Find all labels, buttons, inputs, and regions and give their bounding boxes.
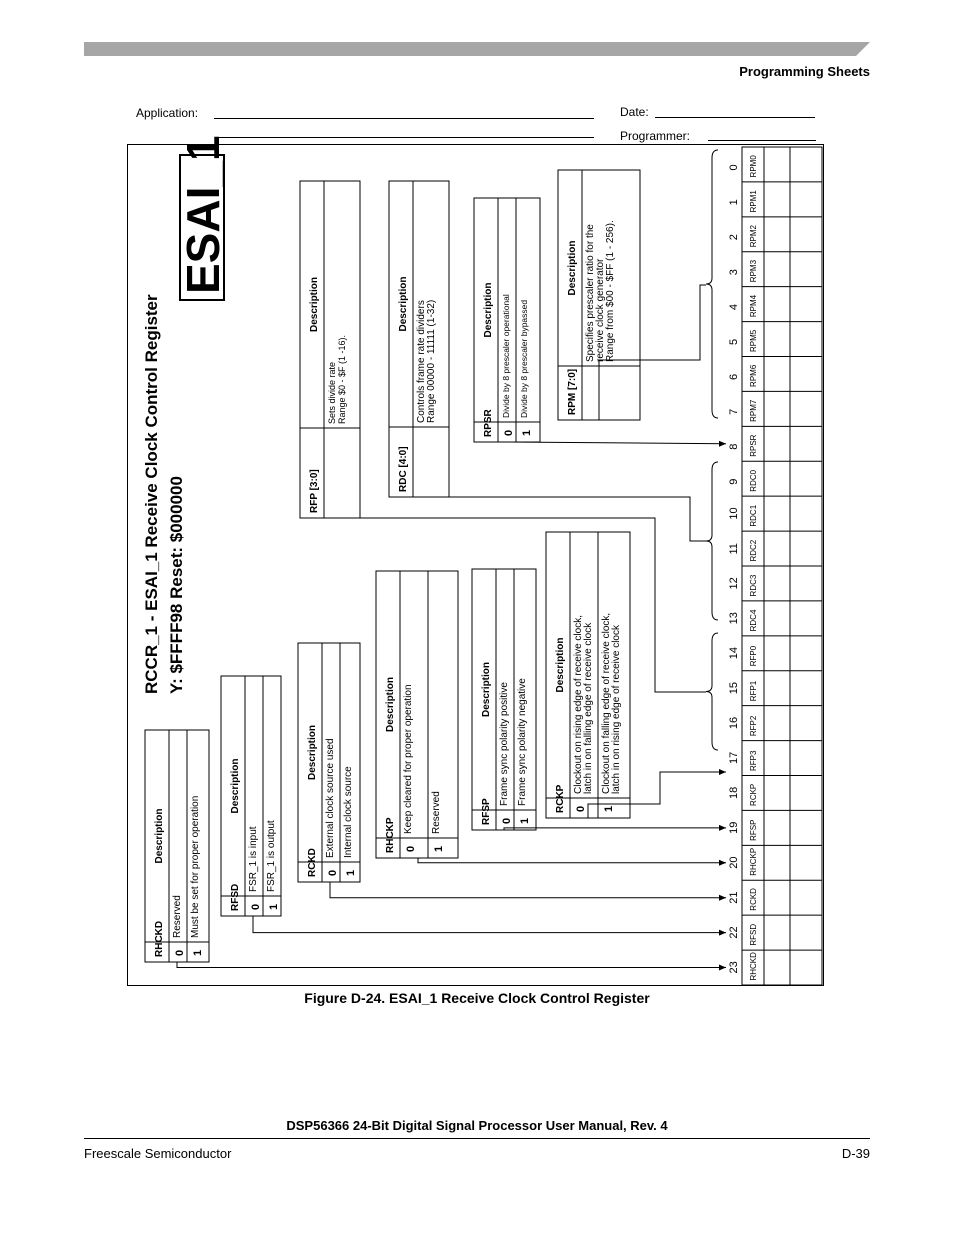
rfp-description-table: [300, 181, 360, 518]
bit-name: RPSR: [749, 434, 758, 457]
field-brace: [706, 462, 718, 620]
bit-number: 13: [728, 612, 740, 625]
bit-number: 23: [728, 961, 740, 974]
rckp-description-text: Clockout on falling edge of receive clock,: [601, 612, 612, 794]
field-braces: [706, 150, 718, 750]
rckp-description-text: latch in on rising edge of receive clock: [611, 625, 622, 794]
page-number: D-39: [841, 1146, 870, 1161]
bit-name: RFP0: [749, 645, 758, 667]
rpm-description-text: Specifies prescaler ratio for the: [585, 224, 596, 362]
rfsd-value-1: 1: [268, 903, 280, 910]
rfsd-value-0: 0: [250, 903, 262, 910]
bit-number: 6: [728, 373, 740, 380]
rckp-description-text: latch in on falling edge of receive clock: [583, 622, 594, 794]
register-title: RCCR_1 - ESAI_1 Receive Clock Control Register: [142, 294, 161, 694]
bit-name: RPM7: [749, 399, 758, 422]
bit-name: RDC4: [749, 609, 758, 632]
bit-name: RPM0: [749, 155, 758, 178]
rhckp-description-text: Keep cleared for proper operation: [403, 684, 414, 834]
manual-title: DSP56366 24-Bit Digital Signal Processor User Manual, Rev. 4: [286, 1118, 668, 1133]
bit-number: 16: [728, 716, 740, 730]
rhckd-description-text: Reserved: [172, 895, 183, 938]
connector-arrow: [719, 825, 726, 831]
bit-name: RFP3: [749, 750, 758, 772]
rpsr-description-table: [474, 198, 540, 442]
esai-badge: [177, 135, 229, 300]
bit-number: 3: [728, 269, 740, 276]
rckd-description-header: Description: [307, 724, 318, 781]
connector-line: [330, 882, 726, 898]
rfsp-description-text: Frame sync polarity positive: [499, 682, 510, 806]
bit-name: RDC3: [749, 574, 758, 597]
bit-name: RPM3: [749, 259, 758, 283]
bit-name: RDC1: [749, 504, 758, 527]
connector-arrow: [719, 441, 726, 447]
bit-name: RPM4: [749, 294, 758, 318]
rfp-field-label: RFP [3:0]: [309, 469, 320, 513]
rhckd-description-header: Description: [154, 808, 165, 864]
connector-arrow: [719, 895, 726, 901]
rpm-field-label: RPM [7:0]: [567, 368, 578, 415]
rdc-description-table: [389, 181, 449, 497]
section-title: Programming Sheets: [739, 64, 870, 79]
rckd-value-1: 1: [345, 869, 357, 876]
rckd-description-text: Internal clock source: [343, 766, 354, 858]
date-label: Date:: [620, 105, 649, 119]
rckd-description-table: [298, 643, 360, 882]
svg-text:ESAI_1: ESAI_1: [177, 135, 229, 294]
bit-name: RFP1: [749, 680, 758, 702]
rpsr-description-text: Divide by 8 prescaler bypassed: [519, 299, 529, 418]
bit-name: RPM1: [749, 190, 758, 213]
rdc-description-text: Controls frame rate dividers: [416, 300, 427, 423]
rpm-description-text: receive clock generator: [595, 258, 606, 362]
rpsr-value-1: 1: [521, 429, 533, 436]
connector-line: [418, 858, 726, 863]
rckp-description-header: Description: [555, 637, 566, 693]
footer-company: Freescale Semiconductor: [84, 1146, 232, 1161]
rpsr-field-label: RPSR: [483, 409, 494, 437]
rfsd-description-text: FSR_1 is output: [266, 820, 277, 892]
rhckd-field-label: RHCKD: [154, 920, 165, 957]
field-brace: [706, 633, 718, 750]
connector-arrow: [719, 930, 726, 936]
connector-line: [504, 828, 726, 830]
bit-name: RPM5: [749, 329, 758, 353]
rckp-description-text: Clockout on rising edge of receive clock,: [573, 615, 584, 794]
rdc-description-header: Description: [398, 276, 409, 332]
bit-number: 19: [728, 821, 740, 834]
bit-number: 7: [728, 408, 740, 415]
rckd-value-0: 0: [327, 869, 339, 876]
rhckp-value-0: 0: [405, 845, 417, 852]
rfsp-field-label: RFSP: [481, 798, 492, 825]
bit-number: 0: [728, 164, 740, 171]
rfsd-description-header: Description: [230, 758, 241, 814]
rhckd-value-0: 0: [174, 949, 186, 956]
bit-name: RCKD: [749, 888, 758, 911]
bit-number: 5: [728, 338, 740, 346]
rckp-description-table: [546, 532, 630, 818]
rpm-description-text: Range from $00 - $FF (1 - 256).: [605, 220, 616, 362]
bit-name: RCKP: [749, 783, 758, 806]
rfp-description-text: Range $0 - $F (1 -16).: [337, 334, 347, 424]
bit-name: RPM2: [749, 225, 758, 248]
bit-number: 9: [728, 478, 740, 485]
connector-arrow: [719, 965, 726, 971]
bit-name: RHCKD: [749, 952, 758, 981]
rfsp-value-0: 0: [501, 817, 513, 824]
register-address-reset: Y: $FFFF98 Reset: $000000: [167, 476, 186, 694]
bit-name: RHCKP: [749, 847, 758, 876]
rpsr-value-0: 0: [503, 429, 515, 436]
bit-number: 8: [728, 443, 740, 450]
figure-caption: Figure D-24. ESAI_1 Receive Clock Control Register: [304, 990, 650, 1006]
rckp-value-1: 1: [603, 805, 615, 812]
bit-number: 17: [728, 751, 740, 765]
bit-name: RFSP: [749, 819, 758, 841]
bit-name: RDC0: [749, 469, 758, 492]
rhckd-value-1: 1: [192, 949, 204, 956]
rdc-field-label: RDC [4:0]: [398, 446, 409, 492]
rfsd-description-text: FSR_1 is input: [248, 826, 259, 892]
bit-number: 4: [728, 304, 740, 311]
rfsd-description-table: [221, 676, 281, 916]
rhckp-value-1: 1: [433, 845, 445, 852]
footer-rule: [84, 1138, 870, 1139]
rckp-field-label: RCKP: [555, 784, 566, 813]
rckd-description-text: External clock source used: [325, 738, 336, 858]
rfsp-description-text: Frame sync polarity negative: [517, 678, 528, 806]
bit-number: 1: [728, 199, 740, 206]
bit-number: 18: [728, 786, 740, 799]
bit-name: RPM6: [749, 364, 758, 387]
connector-arrow: [719, 769, 726, 775]
application-label: Application:: [136, 106, 199, 120]
field-brace: [706, 150, 718, 418]
rfsp-description-table: [472, 569, 536, 830]
bit-name: RFSD: [749, 923, 758, 946]
rhckd-description-table: [145, 730, 209, 962]
bit-name: RFP2: [749, 715, 758, 737]
rpm-description-header: Description: [567, 240, 578, 296]
rhckp-field-label: RHCKP: [385, 817, 396, 853]
rfp-description-text: Sets divide rate: [327, 361, 337, 424]
programmer-label: Programmer:: [620, 129, 691, 143]
rfp-description-header: Description: [309, 276, 320, 333]
rfsp-description-header: Description: [481, 661, 492, 718]
bit-number: 20: [728, 856, 740, 869]
rckp-value-0: 0: [575, 805, 587, 812]
bit-number: 11: [728, 543, 740, 555]
rckd-field-label: RCKD: [307, 848, 318, 877]
rdc-description-text: Range 00000 - 11111 (1-32): [426, 299, 437, 423]
connector-arrow: [719, 860, 726, 866]
rhckp-description-header: Description: [385, 676, 396, 733]
bit-number: 2: [728, 234, 740, 241]
bit-number: 10: [728, 507, 740, 520]
connector-line: [177, 962, 726, 968]
rhckp-description-table: [376, 571, 458, 858]
connector-line: [507, 442, 726, 444]
rhckd-description-text: Must be set for proper operation: [190, 795, 201, 938]
rpsr-description-text: Divide by 8 prescaler operational: [501, 294, 511, 418]
rfsd-field-label: RFSD: [230, 883, 241, 911]
rpsr-description-header: Description: [483, 282, 494, 338]
rfsp-value-1: 1: [519, 817, 531, 824]
bit-number: 12: [728, 577, 740, 590]
bit-number: 14: [728, 647, 740, 660]
connector-line: [253, 916, 726, 933]
bit-number: 21: [728, 891, 740, 904]
bit-number: 15: [728, 681, 740, 695]
bit-number: 22: [728, 926, 740, 939]
bit-name: RDC2: [749, 539, 758, 562]
rhckp-description-text: Reserved: [431, 791, 442, 834]
